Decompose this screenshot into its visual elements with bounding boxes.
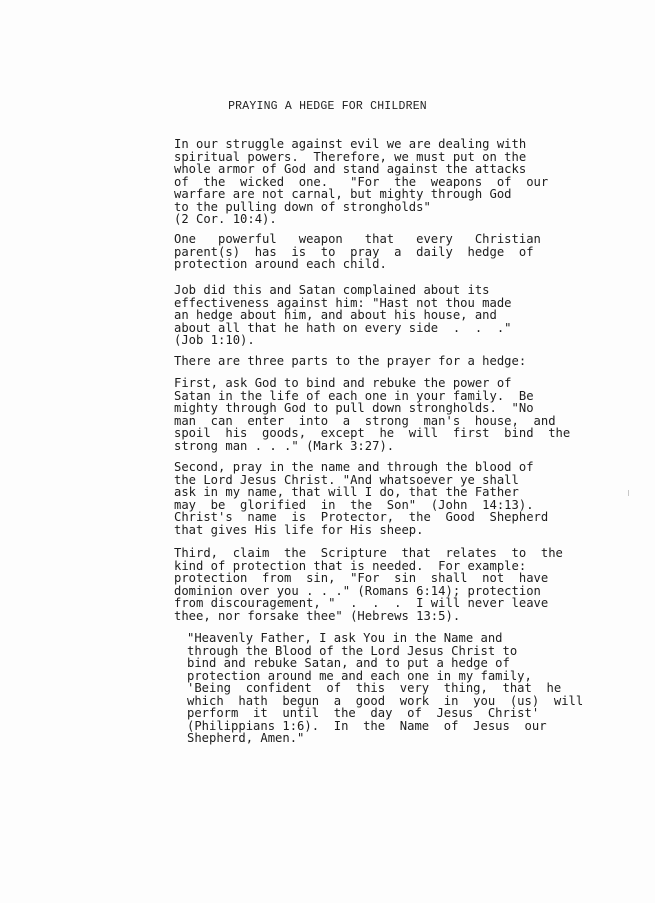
paragraph-second: Second, pray in the name and through the blood of the Lord Jesus Christ. "And whatsoever ye shall ask in my name, that will I do, that the Father may be glorified in the Son" (John 14:13). Christ's name is Protector, the Good Shepherd that gives His life for His sheep. (174, 460, 549, 537)
paragraph-three-parts: There are three parts to the prayer for a hedge: (174, 354, 527, 368)
paragraph-spiritual-powers: In our struggle against evil we are dealing with spiritual powers. Therefore, we must put on the whole armor of God and stand against the attacks of the wicked one. "For the weapons of our warfare are not carnal, but mighty through God to the pulling down of strongholds" (2 Cor. 10:4). (174, 137, 549, 226)
prayer-block: "Heavenly Father, I ask You in the Name and through the Blood of the Lord Jesus Christ to bind and rebuke Satan, and to put a hedge of protection around me and each one in my family, 'Being confident of this very thing, that he which hath begun a good work in you (us) will perform it until the day of Jesus Christ' (Philippians 1:6). In the Name of Jesus our Shepherd, Amen." (187, 631, 584, 745)
scan-mark (628, 490, 629, 496)
paragraph-powerful-weapon: One powerful weapon that every Christian parent(s) has is to pray a daily hedge of protection around each child. (174, 232, 541, 271)
paragraph-third: Third, claim the Scripture that relates to the kind of protection that is needed. For example: protection from sin, "For sin shall not have dominion over you . . ." (Romans 6:14); protection from discouragement, " . . . I will never leave thee, nor forsake thee" (Hebrews 13:5). (174, 546, 563, 623)
paragraph-first: First, ask God to bind and rebuke the power of Satan in the life of each one in your family. Be mighty through God to pull down strongholds. "No man can enter into a strong man's house, and spoil his goods, except he will first bind the strong man . . ." (Mark 3:27). (174, 376, 571, 453)
document-title: PRAYING A HEDGE FOR CHILDREN (228, 100, 427, 113)
paragraph-job: Job did this and Satan complained about its effectiveness against him: "Hast not thou made an hedge about him, and about his house, and about all that he hath on every side . . ." (Job 1:10). (174, 283, 512, 347)
